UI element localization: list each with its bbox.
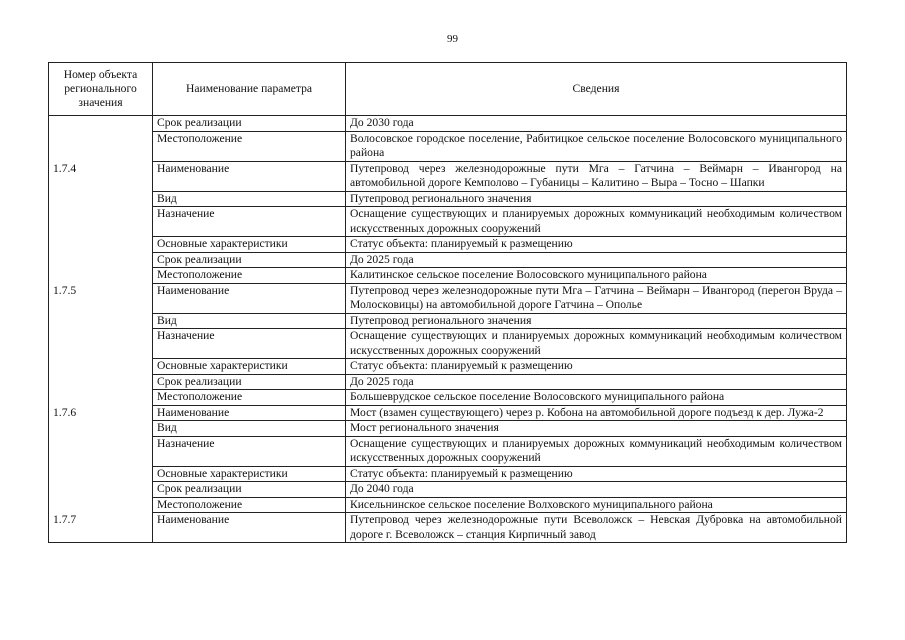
table-row — [49, 390, 847, 406]
parameter-name-cell: Срок реализации — [153, 482, 346, 498]
table-row — [49, 131, 847, 161]
object-number-cell — [49, 268, 153, 284]
parameter-name-cell: Наименование — [153, 405, 346, 421]
table-row — [49, 191, 847, 207]
information-cell: Оснащение существующих и планируемых дорожных коммуникаций необходимым количеством искусственных дорожных сооружений — [346, 329, 847, 359]
information-cell: До 2025 года — [346, 252, 847, 268]
parameter-name-cell: Срок реализации — [153, 374, 346, 390]
table-row — [49, 482, 847, 498]
information-cell: Путепровод через железнодорожные пути Мга – Гатчина – Веймарн – Ивангород (перегон Вруда – Молосковицы) на автомобильной дороге Гатчина – Ополье — [346, 283, 847, 313]
parameter-name-cell: Срок реализации — [153, 252, 346, 268]
object-number-cell — [49, 466, 153, 482]
object-number-cell — [49, 207, 153, 237]
table-row — [49, 405, 847, 421]
parameter-name-cell: Вид — [153, 421, 346, 437]
object-number-cell — [49, 131, 153, 161]
information-cell: Волосовское городское поселение, Рабитицкое сельское поселение Волосовского муниципального района — [346, 131, 847, 161]
information-cell: Кисельнинское сельское поселение Волховского муниципального района — [346, 497, 847, 513]
parameter-name-cell: Наименование — [153, 161, 346, 191]
table-row — [49, 421, 847, 437]
parameter-name-cell: Назначение — [153, 329, 346, 359]
information-cell: До 2040 года — [346, 482, 847, 498]
object-number-cell — [49, 497, 153, 513]
information-cell: Статус объекта: планируемый к размещению — [346, 466, 847, 482]
object-number-cell — [49, 237, 153, 253]
regional-objects-table — [48, 62, 847, 543]
parameter-name-cell: Назначение — [153, 207, 346, 237]
table-row — [49, 497, 847, 513]
information-cell: Путепровод регионального значения — [346, 191, 847, 207]
table-row — [49, 283, 847, 313]
object-number-cell — [49, 374, 153, 390]
information-cell: До 2025 года — [346, 374, 847, 390]
parameter-name-cell: Наименование — [153, 513, 346, 543]
parameter-name-cell: Срок реализации — [153, 116, 346, 132]
information-cell: Оснащение существующих и планируемых дорожных коммуникаций необходимым количеством искусственных дорожных сооружений — [346, 436, 847, 466]
object-number-cell: 1.7.4 — [49, 161, 153, 191]
parameter-name-cell: Местоположение — [153, 268, 346, 284]
table-row — [49, 268, 847, 284]
object-number-cell — [49, 359, 153, 375]
parameter-name-cell: Наименование — [153, 283, 346, 313]
table-row — [49, 329, 847, 359]
object-number-cell — [49, 191, 153, 207]
information-cell: До 2030 года — [346, 116, 847, 132]
object-number-cell — [49, 116, 153, 132]
parameter-name-cell: Местоположение — [153, 131, 346, 161]
table-row — [49, 436, 847, 466]
object-number-cell: 1.7.6 — [49, 405, 153, 421]
object-number-cell — [49, 390, 153, 406]
information-cell: Мост (взамен существующего) через р. Кобона на автомобильной дороге подъезд к дер. Лужа-2 — [346, 405, 847, 421]
information-cell: Путепровод регионального значения — [346, 313, 847, 329]
object-number-cell — [49, 482, 153, 498]
header-parameter-name: Наименование параметра — [153, 63, 346, 116]
table-row — [49, 161, 847, 191]
table-row — [49, 359, 847, 375]
parameter-name-cell: Основные характеристики — [153, 237, 346, 253]
object-number-cell — [49, 313, 153, 329]
header-object-number: Номер объекта регионального значения — [49, 63, 153, 116]
table-row — [49, 116, 847, 132]
object-number-cell: 1.7.7 — [49, 513, 153, 543]
information-cell: Путепровод через железнодорожные пути Мга – Гатчина – Веймарн – Ивангород на автомобильной дороге Кемполово – Губаницы – Калитино – Выра – Тосно – Шапки — [346, 161, 847, 191]
table-header-row — [49, 63, 847, 116]
table-row — [49, 237, 847, 253]
parameter-name-cell: Вид — [153, 191, 346, 207]
parameter-name-cell: Местоположение — [153, 390, 346, 406]
header-information: Сведения — [346, 63, 847, 116]
information-cell: Калитинское сельское поселение Волосовского муниципального района — [346, 268, 847, 284]
object-number-cell — [49, 252, 153, 268]
parameter-name-cell: Вид — [153, 313, 346, 329]
table-row — [49, 374, 847, 390]
information-cell: Статус объекта: планируемый к размещению — [346, 237, 847, 253]
parameter-name-cell: Основные характеристики — [153, 466, 346, 482]
object-number-cell — [49, 436, 153, 466]
information-cell: Большеврудское сельское поселение Волосовского муниципального района — [346, 390, 847, 406]
information-cell: Мост регионального значения — [346, 421, 847, 437]
information-cell: Оснащение существующих и планируемых дорожных коммуникаций необходимым количеством искусственных дорожных сооружений — [346, 207, 847, 237]
table-row — [49, 207, 847, 237]
parameter-name-cell: Основные характеристики — [153, 359, 346, 375]
object-number-cell — [49, 421, 153, 437]
table-body — [49, 116, 847, 543]
table-row — [49, 313, 847, 329]
parameter-name-cell: Назначение — [153, 436, 346, 466]
table-row — [49, 252, 847, 268]
object-number-cell — [49, 329, 153, 359]
table-row — [49, 466, 847, 482]
information-cell: Статус объекта: планируемый к размещению — [346, 359, 847, 375]
object-number-cell: 1.7.5 — [49, 283, 153, 313]
page-number: 99 — [447, 33, 458, 45]
table-row — [49, 513, 847, 543]
information-cell: Путепровод через железнодорожные пути Всеволожск – Невская Дубровка на автомобильной дороге г. Всеволожск – станция Кирпичный завод — [346, 513, 847, 543]
parameter-name-cell: Местоположение — [153, 497, 346, 513]
